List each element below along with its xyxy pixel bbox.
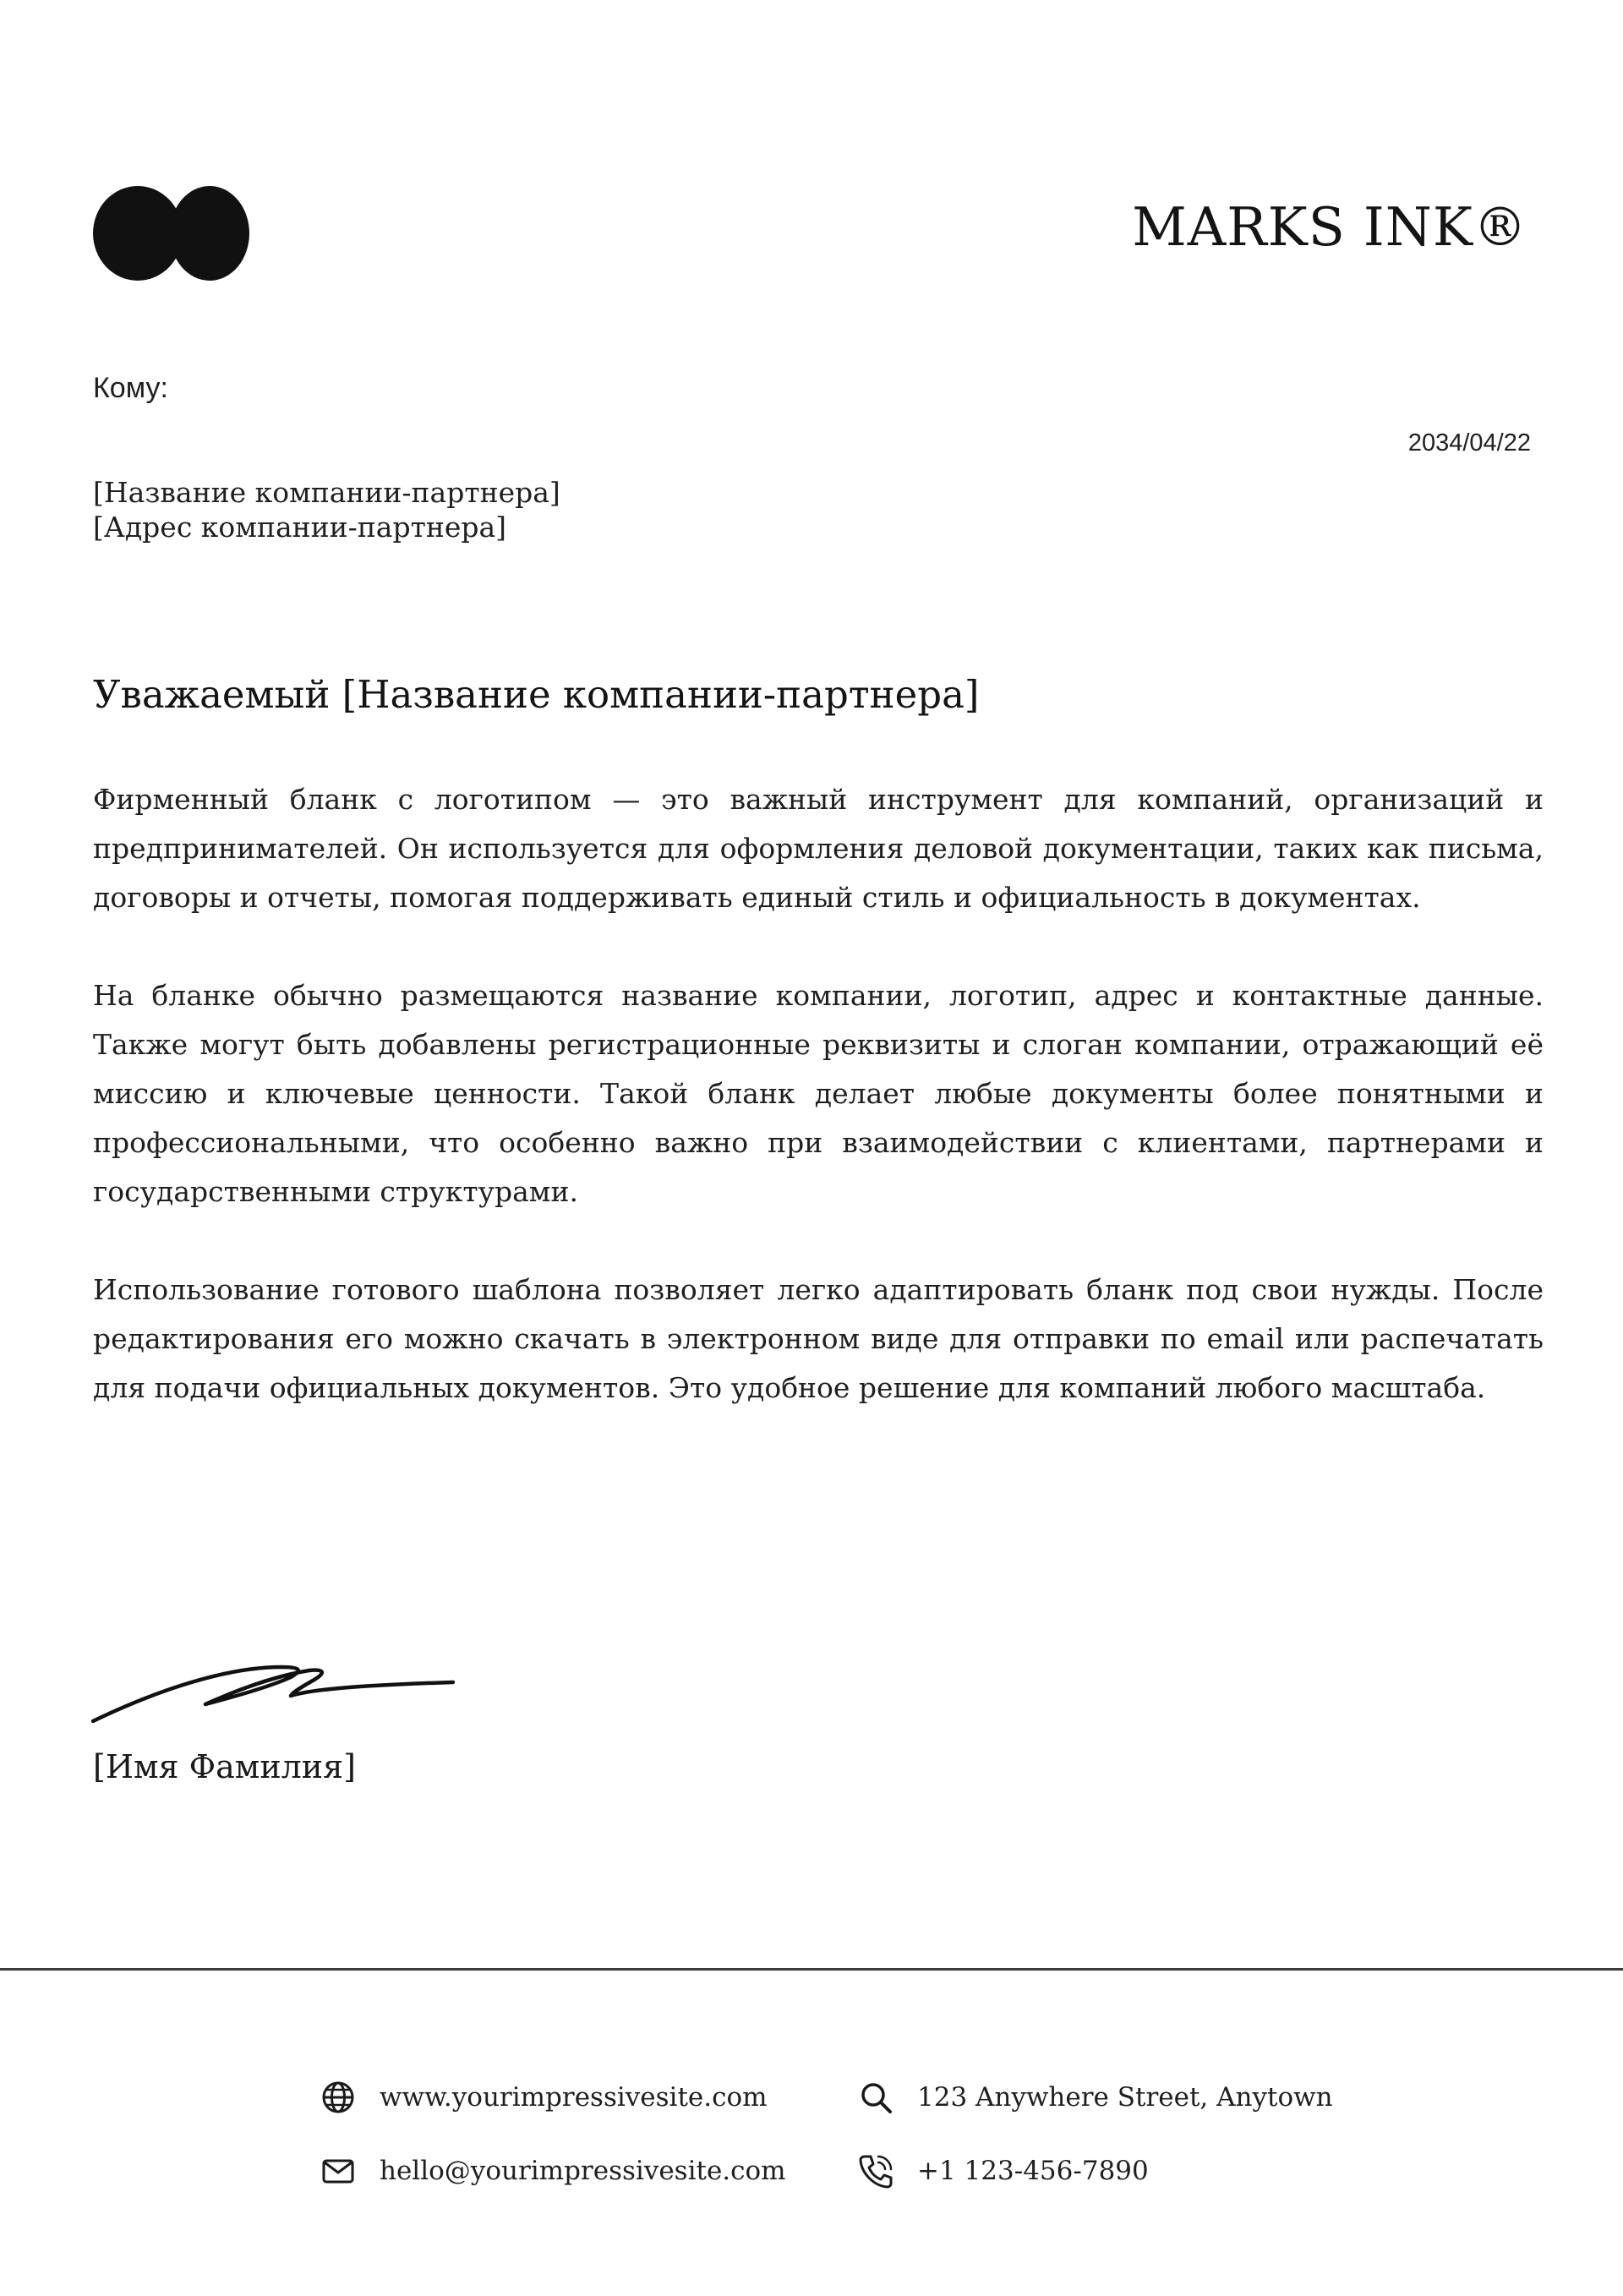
letter-paragraph: Использование готового шаблона позволяет легко адаптировать бланк под свои нужды. После редактирования его можно скачать в электронном виде для отправки по email или распечатать для подачи официальных документов. Это удобное решение для компаний любого масштаба. <box>93 1273 1544 1404</box>
mail-icon <box>320 2152 357 2189</box>
address-text: 123 Anywhere Street, Anytown <box>917 2082 1333 2113</box>
signature-scribble <box>91 1657 455 1725</box>
company-logo <box>93 186 249 281</box>
footer-website[interactable] <box>320 2079 768 2116</box>
recipient-company-address: [Адрес компании-партнера] <box>93 511 507 544</box>
recipient-company-name: [Название компании-партнера] <box>93 476 560 509</box>
letter-date: 2034/04/22 <box>1407 429 1531 456</box>
recipient-label: Кому: <box>93 372 168 404</box>
footer-divider <box>0 1968 1623 1971</box>
phone-icon <box>857 2152 894 2189</box>
website-text: www.yourimpressivesite.com <box>380 2082 768 2113</box>
letter-greeting: Уважаемый [Название компании-партнера] <box>93 672 980 717</box>
footer-email[interactable] <box>320 2152 786 2189</box>
signer-name: [Имя Фамилия] <box>93 1748 356 1785</box>
brand-name: MARKS INK® <box>1132 196 1527 258</box>
phone-text: +1 123-456-7890 <box>917 2156 1149 2186</box>
letter-body <box>93 775 1544 1462</box>
footer-address <box>857 2079 1333 2116</box>
search-icon <box>857 2079 894 2116</box>
footer-phone[interactable] <box>857 2152 1149 2189</box>
email-text: hello@yourimpressivesite.com <box>380 2156 786 2186</box>
letter-paragraph: На бланке обычно размещаются название компании, логотип, адрес и контактные данные. Также могут быть добавлены регистрационные реквизиты и слоган компании, отражающий её миссию и ключевые ценности. Такой бланк делает любые документы более понятными и профессиональными, что особенно важно при взаимодействии с клиентами, партнерами и государственными структурами. <box>93 979 1544 1208</box>
recipient-block <box>93 475 560 544</box>
globe-icon <box>320 2079 357 2116</box>
letter-paragraph: Фирменный бланк с логотипом — это важный инструмент для компаний, организаций и предпринимателей. Он используется для оформления деловой документации, таких как письма, договоры и отчеты, помогая поддерживать единый стиль и официальность в документах. <box>93 783 1544 914</box>
